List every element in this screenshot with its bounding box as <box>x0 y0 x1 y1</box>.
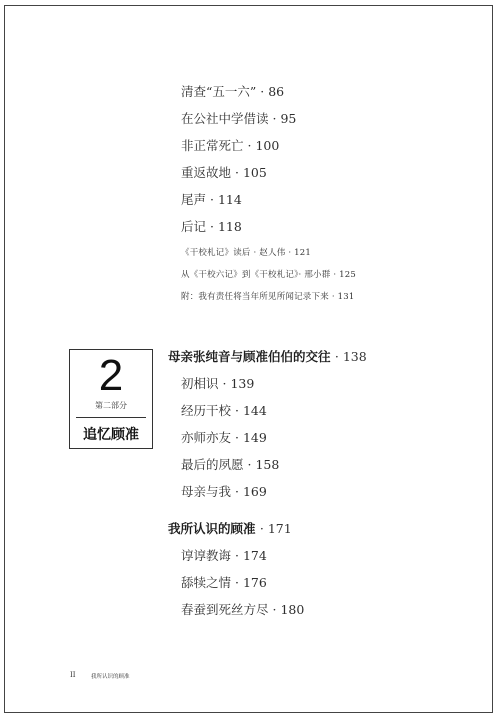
appendix-entry-page: · 125 <box>333 270 357 280</box>
appendix-entry <box>181 290 354 302</box>
toc-entry <box>181 190 242 208</box>
toc-section <box>181 546 267 564</box>
footer-page-number: II <box>70 671 76 679</box>
appendix-entry-text: 附：我有责任将当年所见所闻记录下来 <box>181 292 329 302</box>
toc-entry-page: · 95 <box>272 111 297 126</box>
appendix-entry-page: · 121 <box>288 248 311 258</box>
toc-section-page: · 139 <box>222 376 255 391</box>
toc-section-title: 亦师亦友 <box>181 430 232 445</box>
toc-entry-title: 后记 <box>181 219 207 234</box>
chapter-page: · 138 <box>334 349 367 364</box>
footer-book-title: 我所认识的顾准 <box>91 674 130 680</box>
part-title: 追忆顾准 <box>83 427 139 443</box>
toc-section-page: · 158 <box>247 457 280 472</box>
toc-entry-page: · 86 <box>260 84 285 99</box>
toc-section-page: · 144 <box>235 403 267 418</box>
toc-entry-page: · 114 <box>210 192 242 207</box>
toc-entry-page: · 118 <box>210 219 242 234</box>
toc-section-title: 经历干校 <box>181 403 232 418</box>
toc-section-title: 谆谆教诲 <box>181 548 232 563</box>
toc-section <box>181 428 267 446</box>
toc-section-title: 初相识 <box>181 376 219 391</box>
toc-entry <box>181 109 296 127</box>
toc-section <box>181 374 254 392</box>
toc-entry-title: 尾声 <box>181 192 207 207</box>
appendix-entry-text: 《干校札记》读后 · 赵人伟 <box>181 248 286 258</box>
toc-section-title: 母亲与我 <box>181 484 232 499</box>
toc-section-title: 舔犊之情 <box>181 575 232 590</box>
part-label-box <box>69 349 153 449</box>
part-label: 第二部分 <box>95 401 127 410</box>
toc-section-title: 最后的夙愿 <box>181 457 244 472</box>
toc-entry-title: 清查“五一六” <box>181 84 257 99</box>
toc-entry-page: · 105 <box>235 165 267 180</box>
appendix-entry-text: 从《干校六记》到《干校札记》· 邢小群 <box>181 270 331 280</box>
toc-section <box>181 600 304 618</box>
toc-entry <box>181 217 242 235</box>
toc-section-page: · 176 <box>235 575 267 590</box>
toc-entry <box>181 82 284 100</box>
toc-section-page: · 174 <box>235 548 267 563</box>
toc-entry-title: 重返故地 <box>181 165 232 180</box>
chapter-page: · 171 <box>259 521 292 536</box>
part-divider <box>76 417 146 418</box>
toc-section-page: · 169 <box>235 484 267 499</box>
toc-entry <box>181 163 267 181</box>
chapter-heading <box>168 519 292 537</box>
toc-entry <box>181 136 279 154</box>
appendix-entry <box>181 246 311 258</box>
toc-entry-title: 非正常死亡 <box>181 138 244 153</box>
toc-section <box>181 573 267 591</box>
appendix-entry-page: · 131 <box>331 292 355 302</box>
toc-section-title: 春蚕到死丝方尽 <box>181 602 269 617</box>
appendix-entry <box>181 268 356 280</box>
toc-section <box>181 482 267 500</box>
part-number: 2 <box>98 351 124 400</box>
toc-entry-page: · 100 <box>247 138 280 153</box>
toc-entry-title: 在公社中学借读 <box>181 111 269 126</box>
toc-section-page: · 149 <box>235 430 267 445</box>
chapter-title: 母亲张纯音与顾准伯伯的交往 <box>168 349 331 364</box>
toc-section <box>181 401 267 419</box>
toc-section <box>181 455 279 473</box>
chapter-heading <box>168 347 367 365</box>
chapter-title: 我所认识的顾准 <box>168 521 256 536</box>
toc-section-page: · 180 <box>272 602 305 617</box>
